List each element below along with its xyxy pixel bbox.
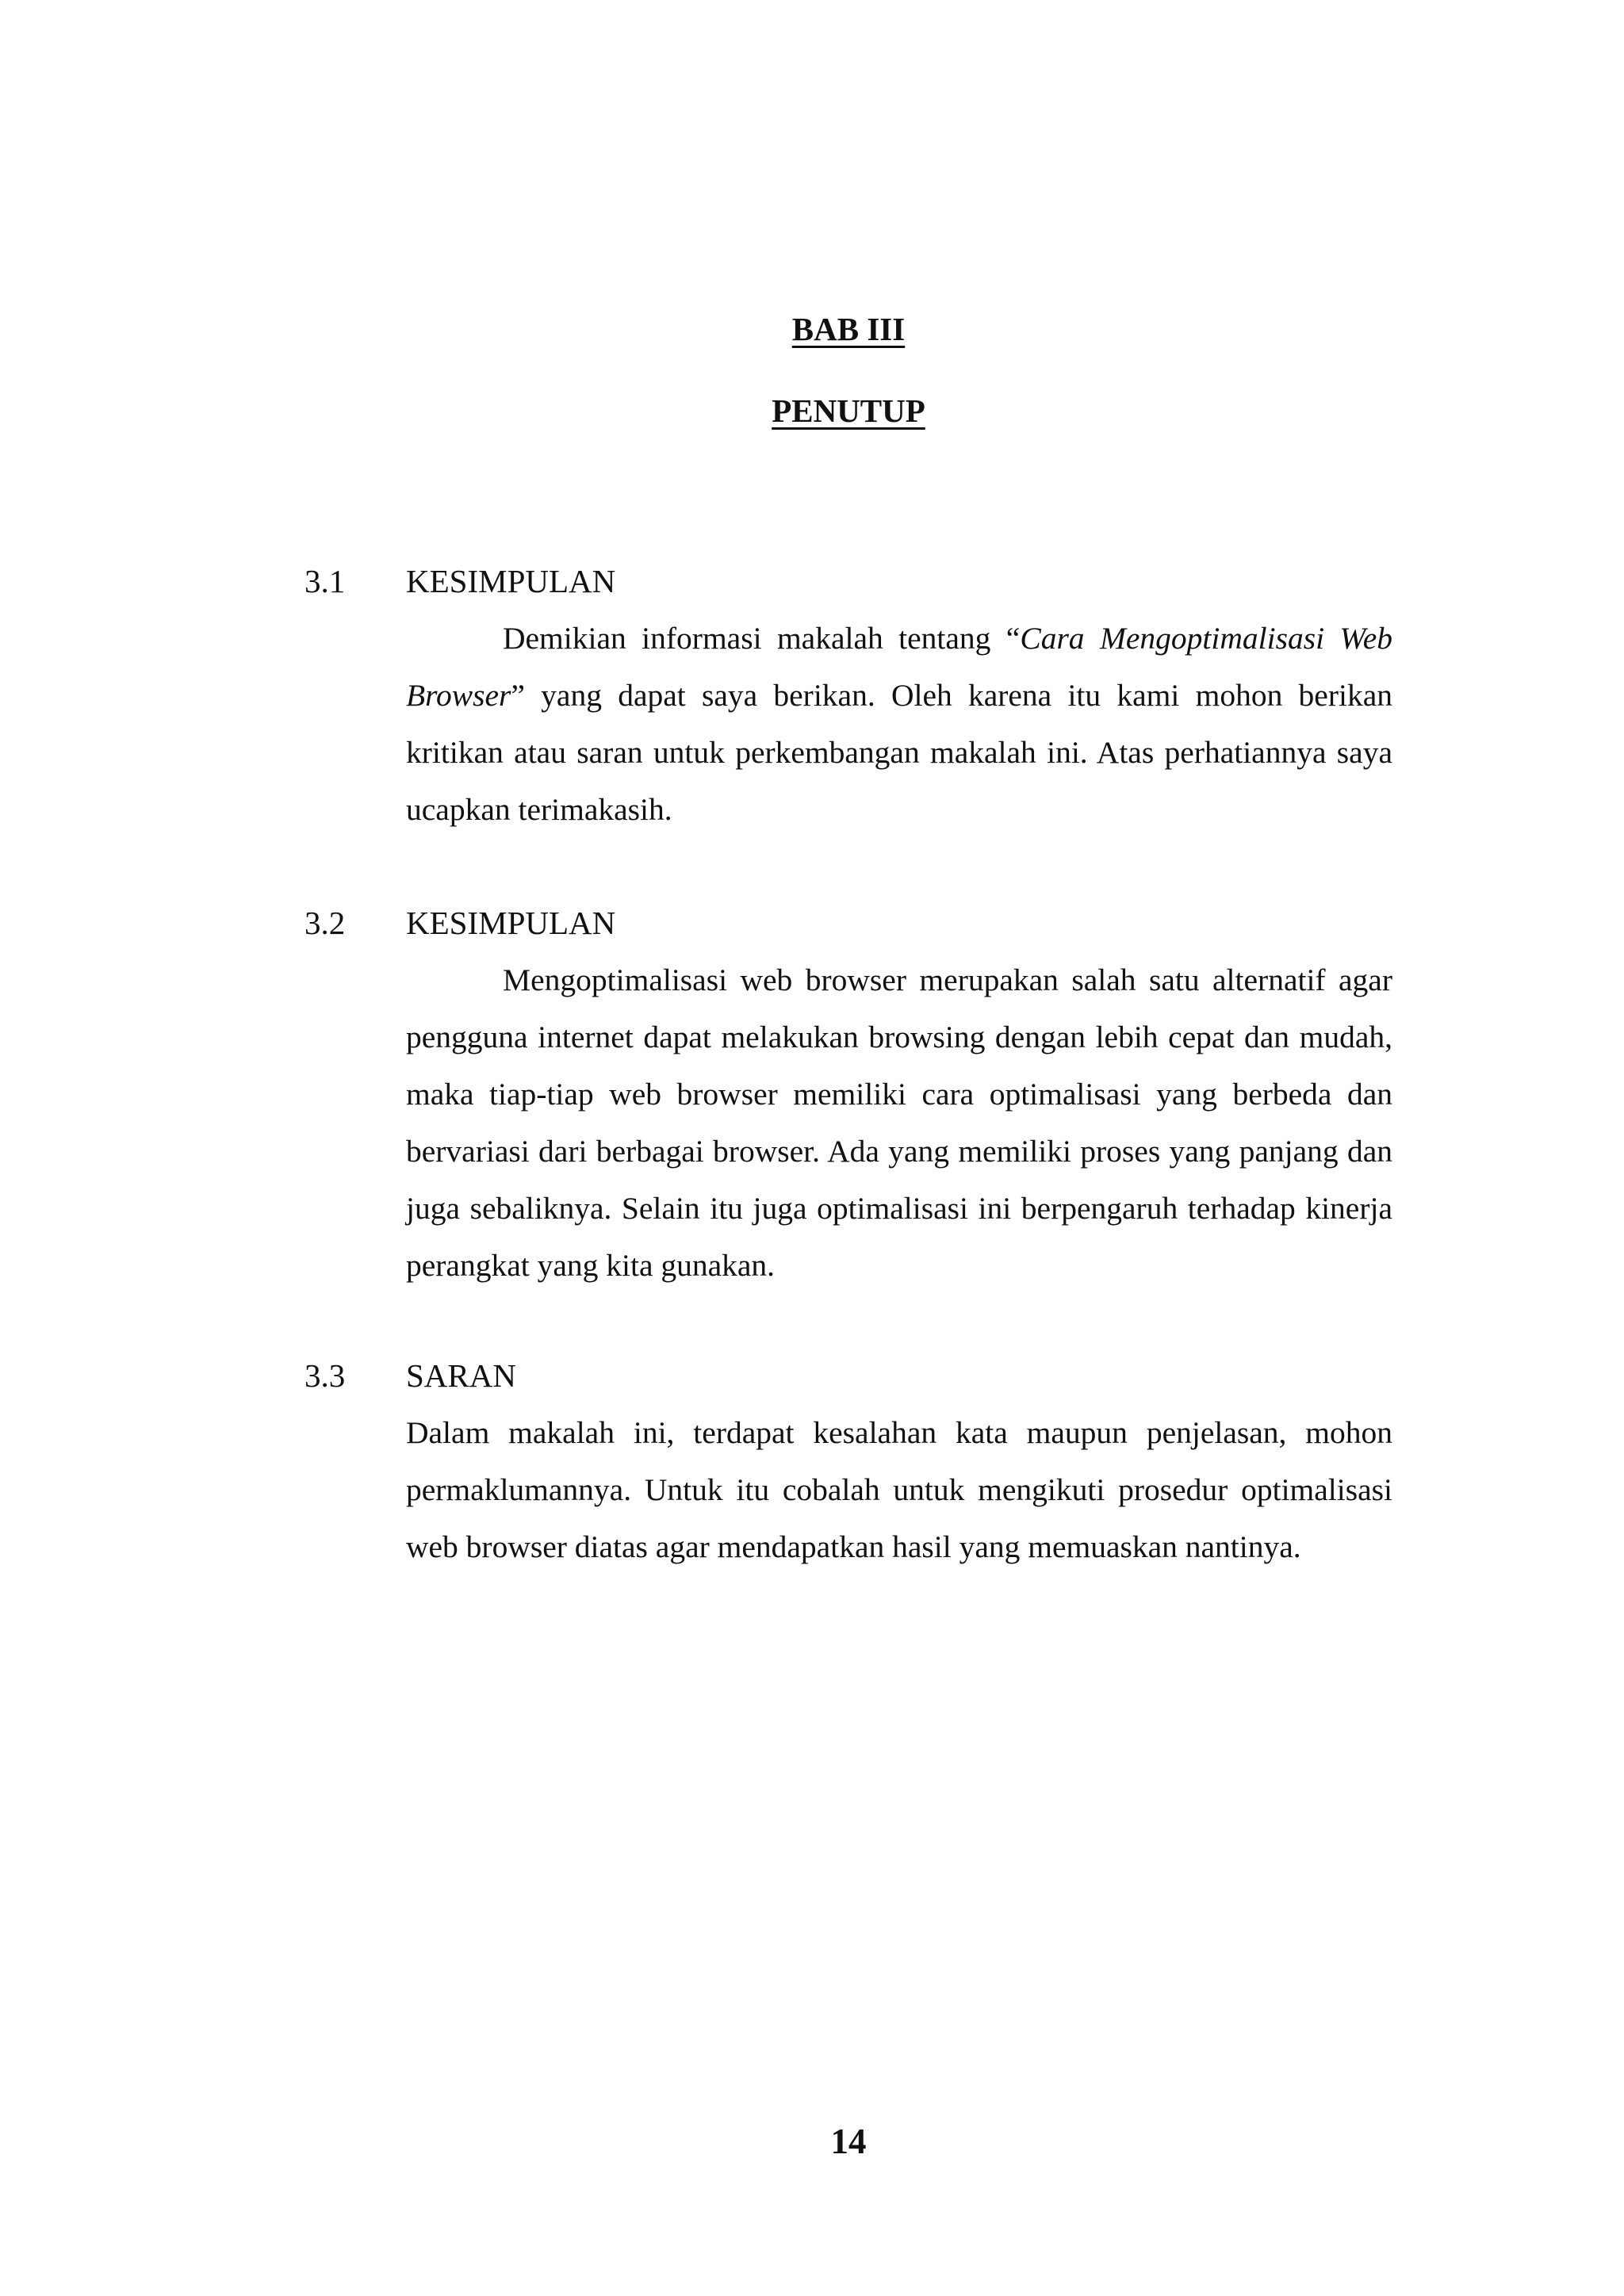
section-heading: [304, 553, 1392, 610]
section-paragraph: Dalam makalah ini, terdapat kesalahan kata maupun penjelasan, mohon permaklumannya. Untuk itu cobalah untuk mengikuti prosedur optimalisasi web browser diatas agar mendapatkan hasil yang memuaskan nantinya.: [406, 1415, 1392, 1564]
section-number: 3.3: [304, 1357, 346, 1394]
section-conclusion-1: [304, 553, 1392, 838]
section-title: KESIMPULAN: [406, 905, 616, 941]
paragraph-text-start: Demikian informasi makalah tentang “: [503, 621, 1021, 656]
paragraph-italic-title: Cara Mengoptimalisasi Web Browser: [406, 621, 1392, 713]
section-heading: [304, 1347, 1392, 1404]
paragraph-text-end: ” yang dapat saya berikan. Oleh karena itu kami mohon berikan kritikan atau saran untuk perkembangan makalah ini. Atas perhatiannya saya ucapkan terimakasih.: [406, 678, 1392, 827]
section-suggestion: [304, 1347, 1392, 1575]
page-number: 14: [830, 2122, 867, 2161]
section-title: SARAN: [406, 1357, 516, 1394]
section-heading: [304, 894, 1392, 951]
chapter-label: BAB III: [791, 311, 906, 347]
section-title: KESIMPULAN: [406, 563, 616, 599]
section-number: 3.2: [304, 905, 346, 941]
section-conclusion-2: [304, 894, 1392, 1294]
chapter-title: PENUTUP: [772, 392, 925, 429]
section-number: 3.1: [304, 563, 346, 599]
section-paragraph: [406, 610, 1392, 838]
section-paragraph: Mengoptimalisasi web browser merupakan salah satu alternatif agar pengguna internet dapat melakukan browsing dengan lebih cepat dan mudah, maka tiap-tiap web browser memiliki cara optimalisasi yang berbeda dan bervariasi dari berbagai browser. Ada yang memiliki proses yang panjang dan juga sebaliknya. Selain itu juga optimalisasi ini berpengaruh terhadap kinerja perangkat yang kita gunakan.: [406, 962, 1392, 1283]
